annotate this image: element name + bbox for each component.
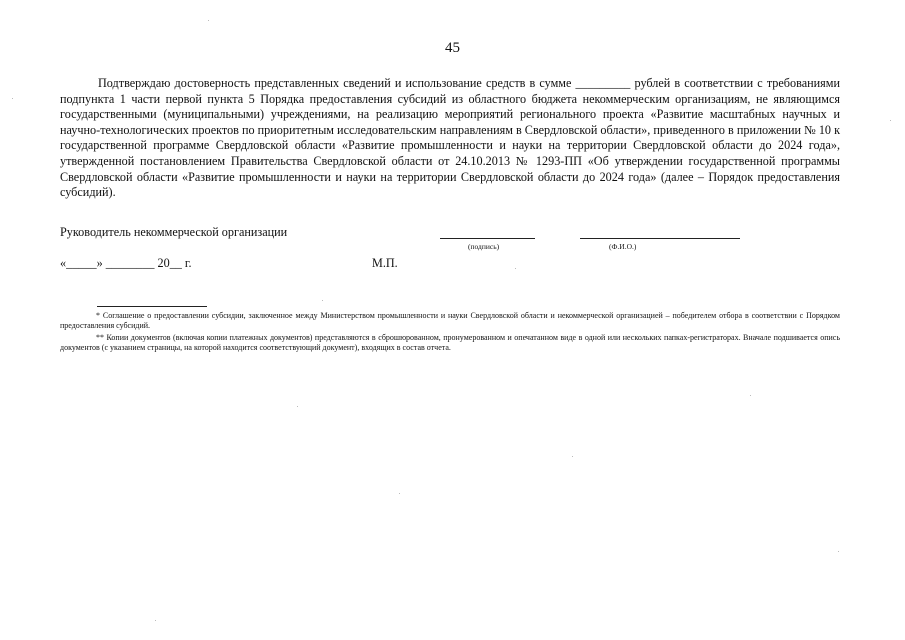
footnote-separator bbox=[97, 306, 207, 307]
stamp-label: М.П. bbox=[372, 256, 398, 270]
scan-speck bbox=[572, 456, 573, 457]
scan-speck bbox=[838, 551, 839, 552]
name-caption: (Ф.И.О.) bbox=[609, 242, 637, 251]
scan-speck bbox=[208, 20, 209, 21]
scan-speck bbox=[399, 493, 400, 494]
name-line bbox=[580, 238, 740, 239]
head-label: Руководитель некоммерческой организации bbox=[60, 225, 288, 239]
scan-speck bbox=[890, 120, 891, 121]
scan-speck bbox=[750, 395, 751, 396]
scan-speck bbox=[155, 620, 156, 621]
page-number: 45 bbox=[445, 40, 460, 56]
scan-speck bbox=[322, 300, 323, 301]
signature-line bbox=[440, 238, 535, 239]
scan-speck bbox=[12, 98, 13, 99]
scan-speck bbox=[515, 268, 516, 269]
signature-caption: (подпись) bbox=[468, 242, 500, 251]
footnote-2: ** Копии документов (включая копии платежных документов) представляются в сброшюрованном, пронумерованном и опечатанном виде в одной или нескольких папках-регистраторах. Вначале подшивается опись документов (с указанием страницы, на которой находится соответствующий документ), входящих в состав отчета. bbox=[60, 333, 840, 353]
confirmation-paragraph: Подтверждаю достоверность представленных сведений и использование средств в сумме _________ рублей в соответствии с требованиями подпункта 1 части первой пункта 5 Порядка предоставления субсидий из областного бюджета некоммерческим организациям, не являющимся государственными (муниципальными) учреждениями, на реализацию мероприятий регионального проекта «Развитие масштабных научных и научно-технологических проектов по приоритетным исследовательским направлениям в Свердловской области», приведенного в приложении № 10 к государственной программе Свердловской области «Развитие промышленности и науки на территории Свердловской области до 2024 года», утвержденной постановлением Правительства Свердловской области от 24.10.2013 № 1293-ПП «Об утверждении государственной программы Свердловской области «Развитие промышленности и науки на территории Свердловской области до 2024 года» (далее – Порядок предоставления субсидий). bbox=[60, 76, 840, 200]
date-line: «_____» ________ 20__ г. bbox=[60, 256, 192, 270]
scan-speck bbox=[297, 406, 298, 407]
footnote-1: * Соглашение о предоставлении субсидии, заключенное между Министерством промышленности и науки Свердловской области и некоммерческой организацией – победителем отбора в соответствии с Порядком предоставления субсидий. bbox=[60, 311, 840, 331]
